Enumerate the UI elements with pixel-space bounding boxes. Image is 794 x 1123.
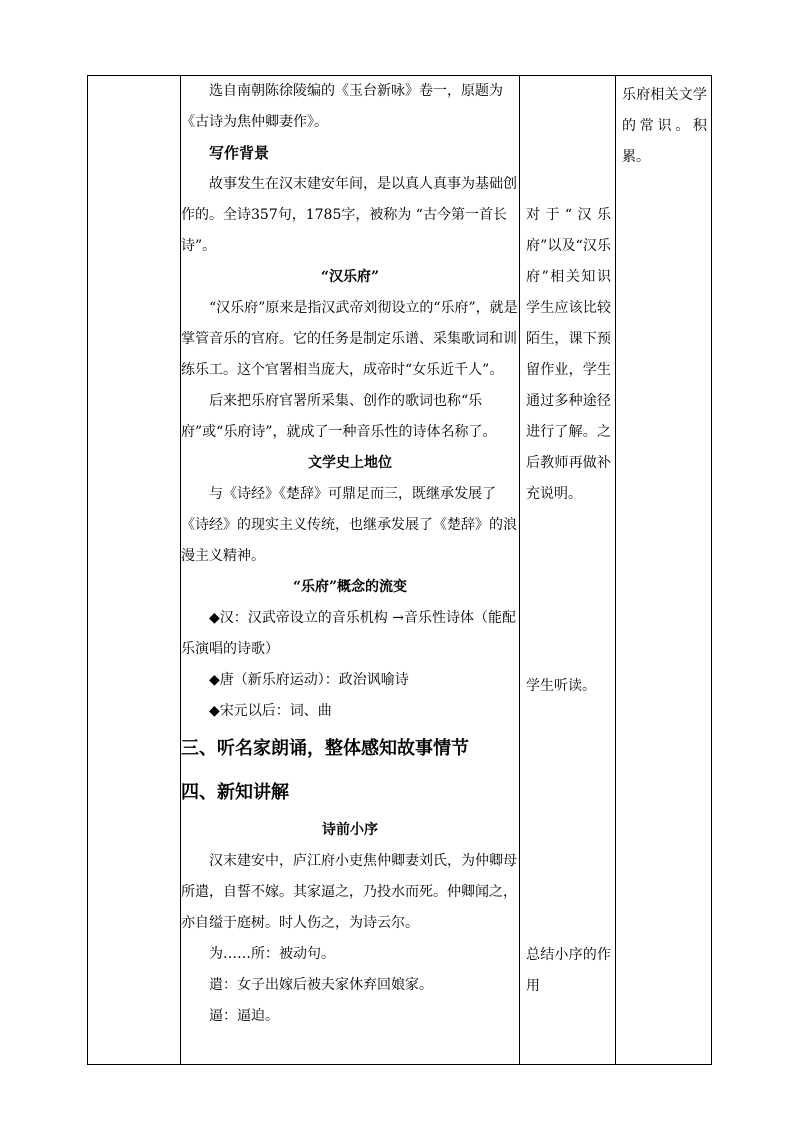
listening-note: 学生听读。	[526, 678, 596, 694]
han-yuefu-heading: “汉乐府”	[320, 269, 380, 285]
gloss-passive: 为……所：被动句。	[209, 946, 335, 962]
design-intent-note: 乐府相关文学的常识。积累。	[622, 87, 707, 165]
concept-item-han: ◆汉：汉武帝设立的音乐机构 →音乐性诗体（能配乐演唱的诗歌）	[181, 610, 516, 657]
student-activity-cell	[520, 76, 616, 1065]
concept-item-tang: ◆唐（新乐府运动）：政治讽喻诗	[209, 672, 409, 688]
section-four-heading: 四、新知讲解	[181, 782, 289, 803]
background-heading: 写作背景	[209, 144, 270, 162]
concept-item-song-yuan: ◆宋元以后：词、曲	[209, 703, 332, 719]
design-intent-cell	[616, 76, 712, 1065]
section-three-heading: 三、听名家朗诵，整体感知故事情节	[181, 738, 469, 759]
han-yuefu-paragraph-2: 后来把乐府官署所采集、创作的歌词也称“乐府”或“乐府诗”，就成了一种音乐性的诗体名称了。	[181, 393, 497, 440]
gloss-bi: 逼：逼迫。	[209, 1008, 279, 1024]
preface-heading: 诗前小序	[322, 822, 378, 838]
literary-status-heading: 文学史上地位	[308, 455, 392, 471]
preface-summary-note: 总结小序的作用	[526, 947, 611, 994]
han-yuefu-paragraph-1: “汉乐府”原来是指汉武帝刘彻设立的“乐府”，就是掌管音乐的官府。它的任务是制定乐谱、采集歌词和训练乐工。这个官署相当庞大，成帝时“女乐近千人”。	[181, 300, 518, 378]
empty-column-cell	[88, 76, 181, 1065]
preface-paragraph: 汉末建安中，庐江府小吏焦仲卿妻刘氏，为仲卿母所遣，自誓不嫁。其家逼之，乃投水而死。仲卿闻之，亦自缢于庭树。时人伤之，为诗云尔。	[181, 853, 517, 931]
background-paragraph: 故事发生在汉末建安年间，是以真人真事为基础创作的。全诗357句，1785字，被称为 “古今第一首长诗”。	[181, 176, 517, 254]
intro-paragraph: 选自南朝陈徐陵编的《玉台新咏》卷一，原题为《古诗为焦仲卿妻作》。	[181, 83, 503, 130]
gloss-qian: 遣：女子出嫁后被夫家休弃回娘家。	[209, 977, 433, 993]
content-column-cell	[181, 76, 520, 1065]
table-row	[88, 76, 712, 1065]
lesson-plan-table	[87, 75, 712, 1065]
literary-status-paragraph: 与《诗经》《楚辞》可鼎足而三，既继承发展了《诗经》的现实主义传统，也继承发展了《楚辞》的浪漫主义精神。	[181, 486, 517, 564]
han-yuefu-note: 对于“汉乐府”以及“汉乐府”相关知识学生应该比较陌生，课下预留作业，学生通过多种途径进行了解。之后教师再做补充说明。	[526, 207, 611, 502]
concept-evolution-heading: “乐府”概念的流变	[292, 579, 408, 595]
